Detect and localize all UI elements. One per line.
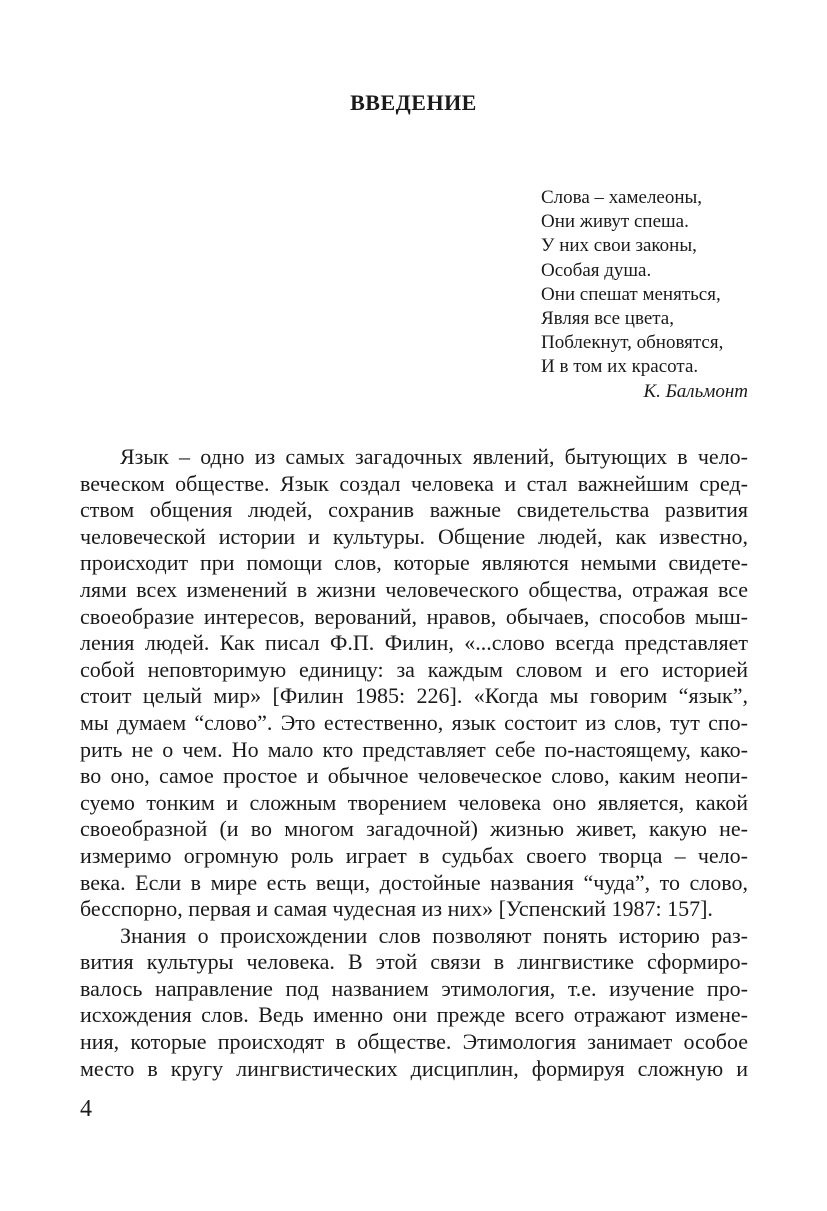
- text-line: Знания о происхождении слов позволяют понять историю раз-: [120, 922, 748, 948]
- epigraph-author: К. Бальмонт: [643, 380, 748, 402]
- text-line: измеримо огромную роль играет в судьбах своего творца – чело-: [80, 842, 748, 868]
- chapter-title: ВВЕДЕНИЕ: [350, 90, 477, 115]
- epigraph-line: Поблекнут, обновятся,: [541, 332, 724, 354]
- text-line: бесспорно, первая и самая чудесная из них» [Успенский 1987: 157].: [80, 896, 713, 922]
- epigraph-line: Слова – хамелеоны,: [541, 187, 703, 208]
- text-line: ления людей. Как писал Ф.П. Филин, «...слово всегда представляет: [80, 630, 748, 656]
- text-line: исхождения слов. Ведь именно они прежде всего отражают измене-: [80, 1002, 748, 1028]
- text-line: суемо тонким и сложным творением человека оно является, какой: [80, 789, 748, 815]
- text-line: рить не о чем. Но мало кто представляет себе по-настоящему, како-: [80, 736, 748, 762]
- text-line: Язык – одно из самых загадочных явлений, бытующих в чело-: [120, 444, 748, 469]
- epigraph-line: Являя все цвета,: [541, 308, 674, 330]
- epigraph-line: Они живут спеша.: [541, 211, 689, 233]
- text-line: мы думаем “слово”. Это естественно, язык состоит из слов, тут спо-: [80, 709, 748, 735]
- text-line: во оно, самое простое и обычное человеческое слово, каким неопи-: [80, 763, 748, 789]
- paragraph-2: [80, 923, 748, 1083]
- text-line: своеобразной (и во многом загадочной) жизнью живет, какую не-: [80, 816, 748, 842]
- text-line: место в кругу лингвистических дисциплин, формируя сложную и: [80, 1055, 748, 1081]
- epigraph-line: Они спешат меняться,: [541, 283, 721, 305]
- epigraph: [541, 186, 748, 404]
- epigraph-line: У них свои законы,: [541, 235, 697, 257]
- text-line: века. Если в мире есть вещи, достойные названия “чуда”, то слово,: [80, 869, 748, 895]
- text-line: человеческой истории и культуры. Общение людей, как известно,: [80, 523, 748, 549]
- text-line: собой неповторимую единицу: за каждым словом и его историей: [80, 656, 748, 682]
- text-line: веческом обществе. Язык создал человека и стал важнейшим сред-: [80, 470, 748, 496]
- epigraph-line: Особая душа.: [541, 259, 652, 281]
- page-number: 4: [80, 1096, 92, 1122]
- text-line: вития культуры человека. В этой связи в лингвистике сформиро-: [80, 949, 748, 975]
- text-line: ством общения людей, сохранив важные свидетельства развития: [80, 497, 748, 523]
- text-line: ния, которые происходят в обществе. Этимология занимает особое: [80, 1029, 748, 1055]
- text-line: стоит целый мир» [Филин 1985: 226]. «Когда мы говорим “язык”,: [80, 683, 748, 709]
- body-text: [80, 444, 748, 1082]
- text-line: происходит при помощи слов, которые являются немыми свидете-: [80, 550, 748, 576]
- epigraph-line: И в том их красота.: [541, 356, 699, 378]
- text-line: лями всех изменений в жизни человеческого общества, отражая все: [80, 576, 748, 602]
- text-line: своеобразие интересов, верований, нравов, обычаев, способов мыш-: [80, 603, 748, 629]
- text-line: валось направление под названием этимология, т.е. изучение про-: [80, 975, 748, 1001]
- paragraph-1: [80, 444, 748, 923]
